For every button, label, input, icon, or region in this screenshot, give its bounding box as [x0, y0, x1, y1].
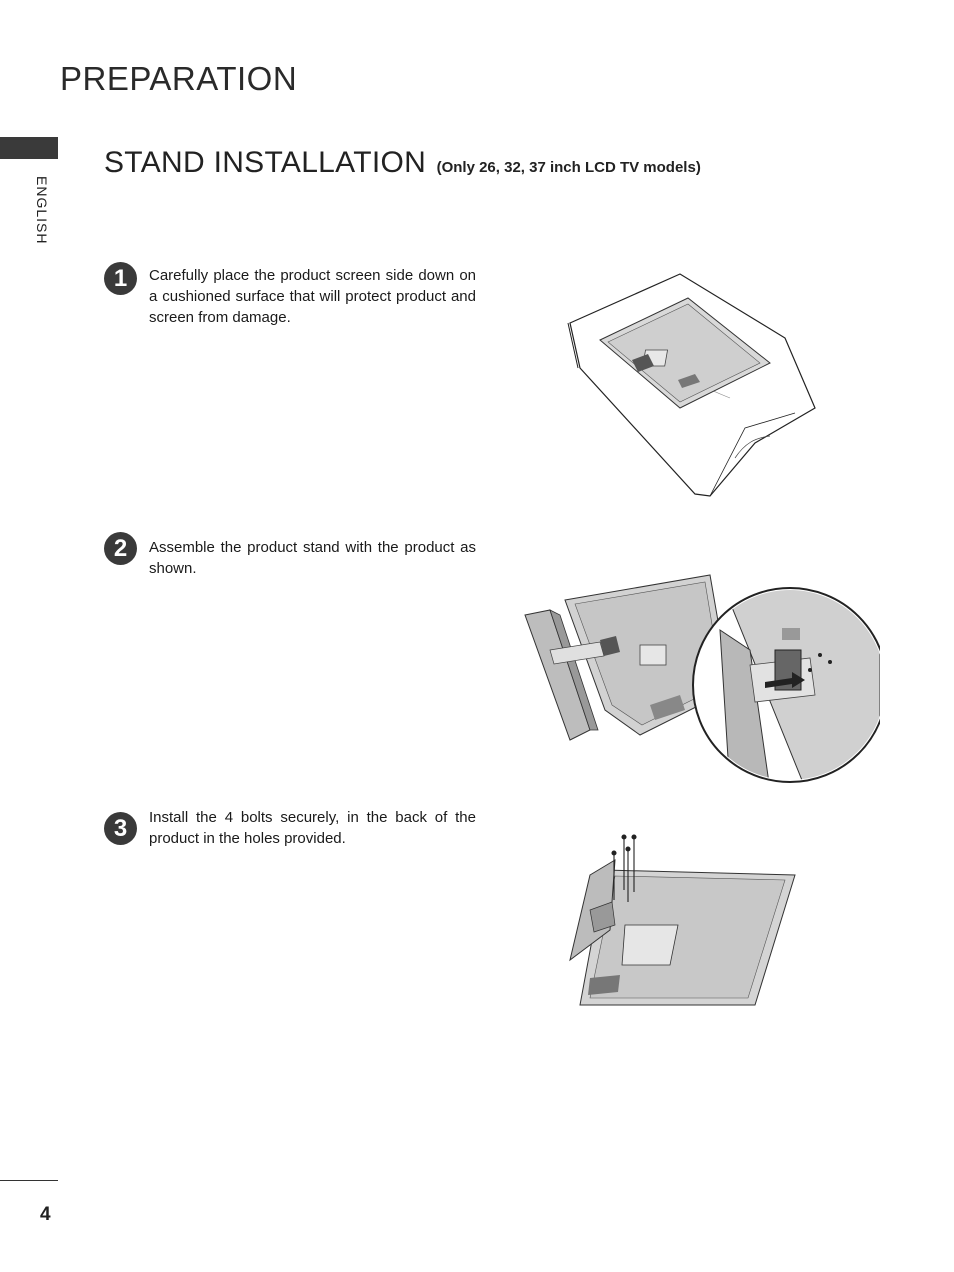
- step-3-text: Install the 4 bolts securely, in the back of the product in the holes provided.: [149, 809, 476, 847]
- footer-rule: [0, 1180, 58, 1181]
- section-title-main: STAND INSTALLATION: [104, 146, 427, 179]
- section-title: [104, 146, 701, 180]
- zoom-circle: [693, 580, 880, 790]
- language-label: ENGLISH: [34, 176, 50, 245]
- stand-assembly-illustration: [520, 570, 880, 790]
- side-tab: [0, 137, 58, 159]
- step-2-text: Assemble the product stand with the product as shown.: [149, 539, 476, 577]
- step-1-badge: 1: [104, 262, 137, 295]
- step-1-text: Carefully place the product screen side down on a cushioned surface that will protect product and screen from damage.: [149, 267, 476, 326]
- bolt-install-illustration: [560, 830, 805, 1020]
- step-3-badge: 3: [104, 812, 137, 845]
- section-subtitle: (Only 26, 32, 37 inch LCD TV models): [436, 159, 701, 176]
- tv-on-cushion-illustration: [560, 268, 820, 498]
- page-number: 4: [40, 1204, 51, 1225]
- step-2-badge: 2: [104, 532, 137, 565]
- page-title: PREPARATION: [60, 60, 298, 97]
